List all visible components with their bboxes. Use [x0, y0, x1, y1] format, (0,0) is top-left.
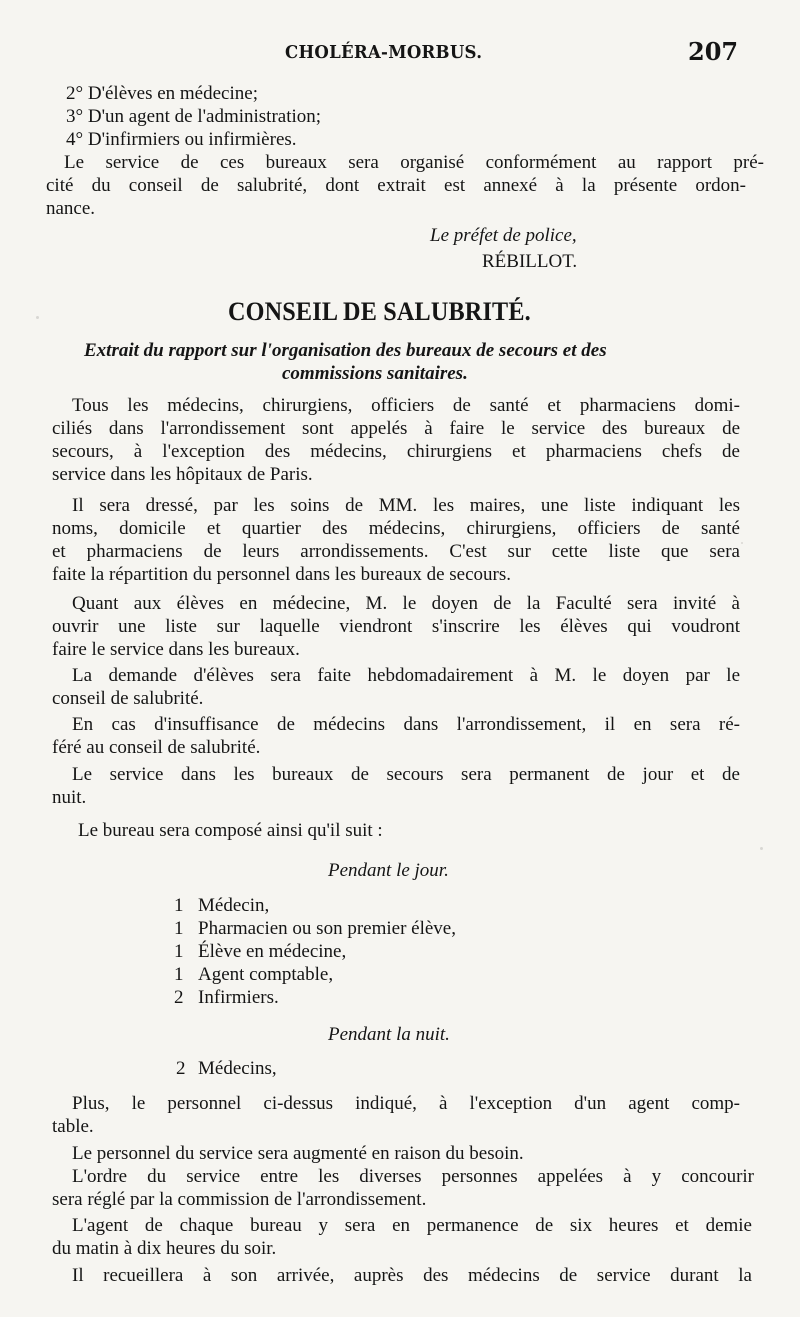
paragraph-line: nuit. — [52, 787, 87, 808]
staff-role: Médecins, — [198, 1058, 277, 1079]
page-speck — [741, 542, 743, 544]
page-speck — [36, 316, 39, 319]
signature-role: Le préfet de police, — [430, 225, 577, 246]
staff-count: 1 — [174, 895, 184, 916]
section-subtitle-line: Extrait du rapport sur l'organisation des bureaux de secours et des — [84, 340, 607, 361]
staff-role: Agent comptable, — [198, 964, 334, 985]
paragraph-line: féré au conseil de salubrité. — [52, 737, 261, 758]
running-header — [0, 36, 800, 76]
paragraph-line: Tous les médecins, chirurgiens, officiers de santé et pharmaciens domi- — [72, 395, 740, 416]
staff-role: Infirmiers. — [198, 987, 279, 1008]
ordinance-line: nance. — [46, 198, 96, 219]
closing-paragraph-line: L'agent de chaque bureau y sera en permanence de six heures et demie — [72, 1215, 752, 1236]
closing-paragraph-line: L'ordre du service entre les diverses personnes appelées à y concourir — [72, 1166, 754, 1187]
paragraph-line: faire le service dans les bureaux. — [52, 639, 300, 660]
night-heading: Pendant la nuit. — [328, 1024, 450, 1045]
staff-role: Médecin, — [198, 895, 270, 916]
paragraph-line: En cas d'insuffisance de médecins dans l'arrondissement, il en sera ré- — [72, 714, 740, 735]
paragraph-line: et pharmaciens de leurs arrondissements. C'est sur cette liste que sera — [52, 541, 740, 562]
ordinance-line: cité du conseil de salubrité, dont extrait est annexé à la présente ordon- — [46, 175, 746, 196]
staff-role: Pharmacien ou son premier élève, — [198, 918, 456, 939]
paragraph-line: secours, à l'exception des médecins, chirurgiens et pharmaciens chefs de — [52, 441, 740, 462]
closing-paragraph-line: du matin à dix heures du soir. — [52, 1238, 277, 1259]
section-subtitle-line: commissions sanitaires. — [282, 363, 468, 384]
paragraph-line: Quant aux élèves en médecine, M. le doyen de la Faculté sera invité à — [72, 593, 740, 614]
paragraph-line: ouvrir une liste sur laquelle viendront s'inscrire les élèves qui voudront — [52, 616, 740, 637]
composition-intro: Le bureau sera composé ainsi qu'il suit : — [78, 820, 383, 841]
paragraph-line: La demande d'élèves sera faite hebdomadairement à M. le doyen par le — [72, 665, 740, 686]
staff-role: Élève en médecine, — [198, 941, 347, 962]
closing-paragraph-line: Plus, le personnel ci-dessus indiqué, à l'exception d'un agent comp- — [72, 1093, 740, 1114]
paragraph-line: Le service dans les bureaux de secours sera permanent de jour et de — [72, 764, 740, 785]
paragraph-line: service dans les hôpitaux de Paris. — [52, 464, 313, 485]
paragraph-line: ciliés dans l'arrondissement sont appelés à faire le service des bureaux de — [52, 418, 740, 439]
staff-count: 1 — [174, 918, 184, 939]
staff-count: 1 — [174, 964, 184, 985]
ordinance-line: Le service de ces bureaux sera organisé conformément au rapport pré- — [64, 152, 764, 173]
closing-paragraph-line: table. — [52, 1116, 94, 1137]
intro-list-item: 3° D'un agent de l'administration; — [66, 106, 322, 127]
paragraph-line: Il sera dressé, par les soins de MM. les maires, une liste indiquant les — [72, 495, 740, 516]
section-title: CONSEIL DE SALUBRITÉ. — [228, 297, 531, 326]
closing-paragraph-line: Le personnel du service sera augmenté en raison du besoin. — [72, 1143, 524, 1164]
paragraph-line: noms, domicile et quartier des médecins, chirurgiens, officiers de santé — [52, 518, 740, 539]
paragraph-line: faite la répartition du personnel dans les bureaux de secours. — [52, 564, 512, 585]
staff-count: 1 — [174, 941, 184, 962]
page-number: 207 — [688, 37, 739, 66]
paragraph-line: conseil de salubrité. — [52, 688, 204, 709]
day-heading: Pendant le jour. — [328, 860, 449, 881]
staff-count: 2 — [174, 987, 184, 1008]
closing-paragraph-line: Il recueillera à son arrivée, auprès des médecins de service durant la — [72, 1265, 752, 1286]
signature-name: RÉBILLOT. — [482, 251, 578, 272]
intro-list-item: 4° D'infirmiers ou infirmières. — [66, 129, 297, 150]
page-speck — [760, 847, 763, 850]
closing-paragraph-line: sera réglé par la commission de l'arrondissement. — [52, 1189, 427, 1210]
staff-count: 2 — [176, 1058, 186, 1079]
running-title: CHOLÉRA-MORBUS. — [285, 42, 483, 63]
intro-list-item: 2° D'élèves en médecine; — [66, 83, 258, 104]
